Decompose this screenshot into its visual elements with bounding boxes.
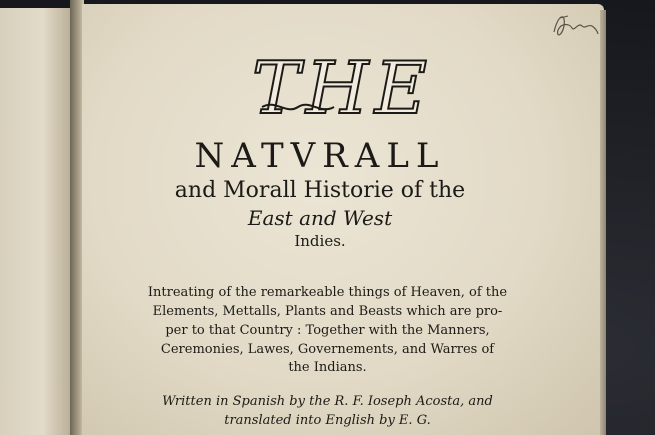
- intreating-line: Intreating of the remarkeable things of Heaven, of the: [147, 285, 508, 300]
- intreating-line: per to that Country : Together with the Manners,: [165, 323, 490, 338]
- translator-credit-line: Written in Spanish by the R. F. Ioseph Acosta, and: [162, 394, 493, 409]
- handwritten-signature: [548, 8, 600, 44]
- intreating-line: Elements, Mettalls, Plants and Beasts which are pro-: [152, 304, 503, 319]
- subtitle-east-west: East and West: [247, 206, 393, 230]
- title-flourish: [258, 98, 338, 116]
- intreating-line: Ceremonies, Lawes, Governements, and Warres of: [160, 342, 495, 357]
- subtitle-morall: and Morall Historie of the: [174, 178, 466, 203]
- intreating-line: the Indians.: [288, 360, 367, 375]
- translator-credit-line: translated into English by E. G.: [224, 413, 431, 428]
- title-naturall: NATVRALL: [194, 136, 446, 176]
- title-the: THE: [251, 46, 434, 130]
- subtitle-indies: Indies.: [294, 232, 346, 250]
